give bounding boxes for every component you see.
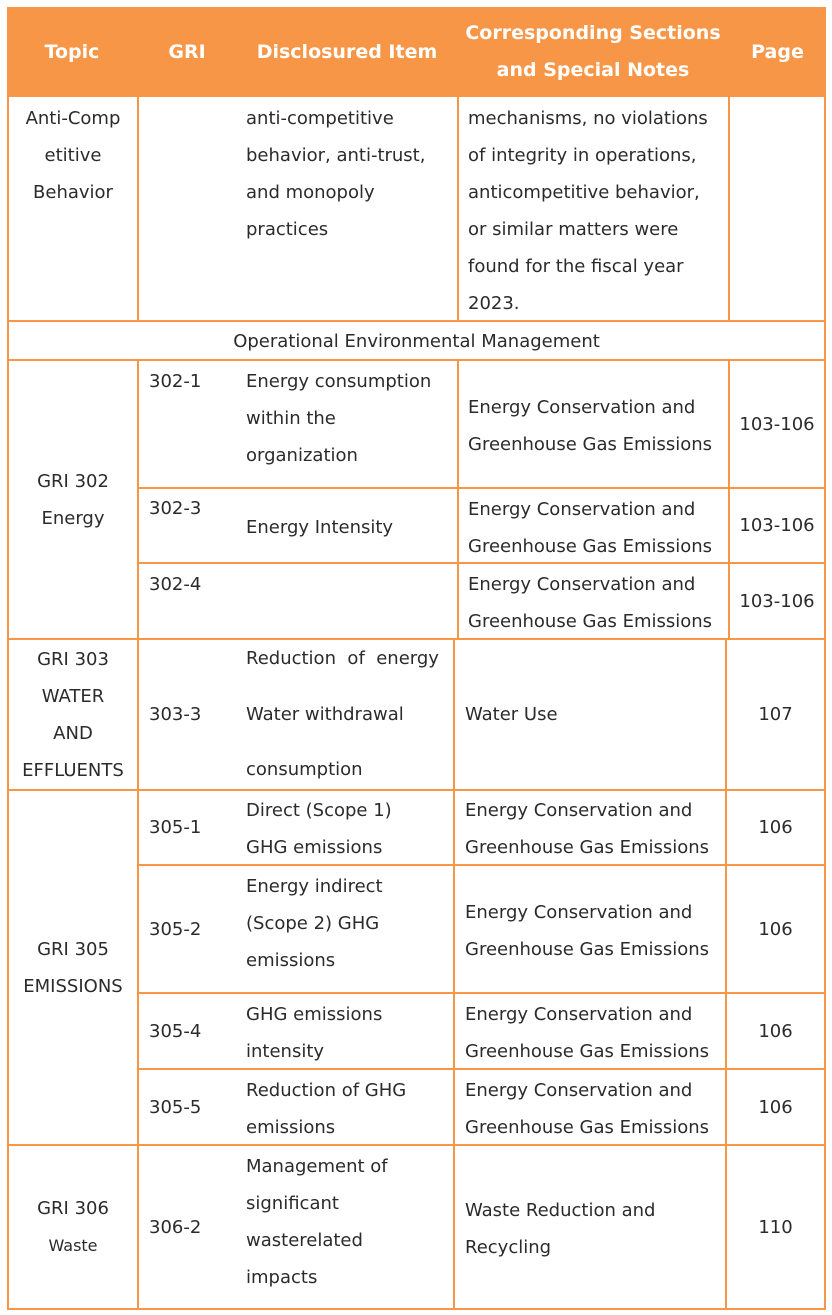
item-303-3: Water withdrawal (246, 704, 404, 725)
gri-305-4: 305-4 (149, 1020, 202, 1042)
item-302-3: Energy Intensity (246, 517, 394, 538)
topic-anti-competitive: Anti-Comp etitive Behavior (25, 108, 121, 203)
header-item: Disclosured Item (256, 40, 438, 63)
page-305-1: 106 (758, 817, 793, 838)
gri-302-3: 302-3 (149, 498, 202, 519)
gri-306-2: 306-2 (149, 1216, 202, 1238)
gri-305-1: 305-1 (149, 817, 202, 838)
item-anti-competitive: anti-competitive behavior, anti-trust, and monopoly practices (246, 108, 426, 240)
rule (137, 992, 826, 994)
rule (137, 97, 139, 321)
item-305-2: Energy indirect (Scope 2) GHG emissions (246, 876, 383, 971)
rule (728, 97, 730, 321)
rule (137, 360, 139, 1310)
header-gri: GRI (168, 40, 206, 63)
topic-waste: GRI 306 Waste (37, 1198, 109, 1255)
gri-305-5: 305-5 (149, 1096, 202, 1118)
notes-303-3: Water Use (465, 704, 558, 725)
item-305-1: Direct (Scope 1) GHG emissions (246, 800, 392, 858)
page-305-2: 106 (758, 918, 793, 940)
notes-305-1: Energy Conservation and Greenhouse Gas Emissions (465, 800, 710, 858)
header-page: Page (751, 40, 804, 63)
page-303-3: 107 (758, 704, 793, 725)
rule (7, 1308, 826, 1310)
notes-306-2: Waste Reduction and Recycling (465, 1200, 656, 1258)
rule (457, 360, 459, 640)
rule (824, 97, 826, 1310)
notes-305-2: Energy Conservation and Greenhouse Gas Emissions (465, 902, 710, 960)
gri-305-2: 305-2 (149, 918, 202, 940)
gri-302-4: 302-4 (149, 574, 202, 595)
topic-water: GRI 303 WATER AND EFFLUENTS (22, 648, 124, 781)
notes-302-1: Energy Conservation and Greenhouse Gas Emissions (468, 397, 713, 455)
page-305-5: 106 (758, 1096, 793, 1118)
item-305-5: Reduction of GHG emissions (246, 1080, 407, 1138)
gri-303-3: 303-3 (149, 704, 202, 725)
item-302-4: Reduction of energy consumption (246, 648, 439, 780)
page-305-4: 106 (758, 1020, 793, 1042)
page-302-3: 103-106 (739, 515, 815, 536)
gri-302-1: 302-1 (149, 371, 202, 392)
item-302-1: Energy consumption within the organization (246, 371, 432, 466)
header-notes: Corresponding Sections and Special Notes (465, 22, 721, 81)
notes-302-3: Energy Conservation and Greenhouse Gas Emissions (468, 499, 713, 557)
topic-emissions: GRI 305 EMISSIONS (23, 938, 123, 997)
page-302-1: 103-106 (739, 413, 815, 435)
notes-302-4: Energy Conservation and Greenhouse Gas Emissions (468, 574, 713, 632)
notes-anti-competitive: mechanisms, no violations of integrity in operations, anticompetitive behavior, or similar matters were found for the fiscal year 2023. (468, 108, 708, 314)
rule (457, 97, 459, 321)
item-305-4: GHG emissions intensity (246, 1004, 383, 1062)
page-306-2: 110 (758, 1216, 793, 1238)
topic-energy: GRI 302 Energy (37, 471, 109, 529)
section-title: Operational Environmental Management (233, 330, 600, 352)
item-306-2: Management of significant wasterelated impacts (246, 1156, 388, 1288)
notes-305-5: Energy Conservation and Greenhouse Gas Emissions (465, 1080, 710, 1138)
page-302-4: 103-106 (739, 590, 815, 612)
header-topic: Topic (44, 40, 100, 63)
notes-305-4: Energy Conservation and Greenhouse Gas Emissions (465, 1004, 710, 1062)
rule (137, 487, 826, 489)
